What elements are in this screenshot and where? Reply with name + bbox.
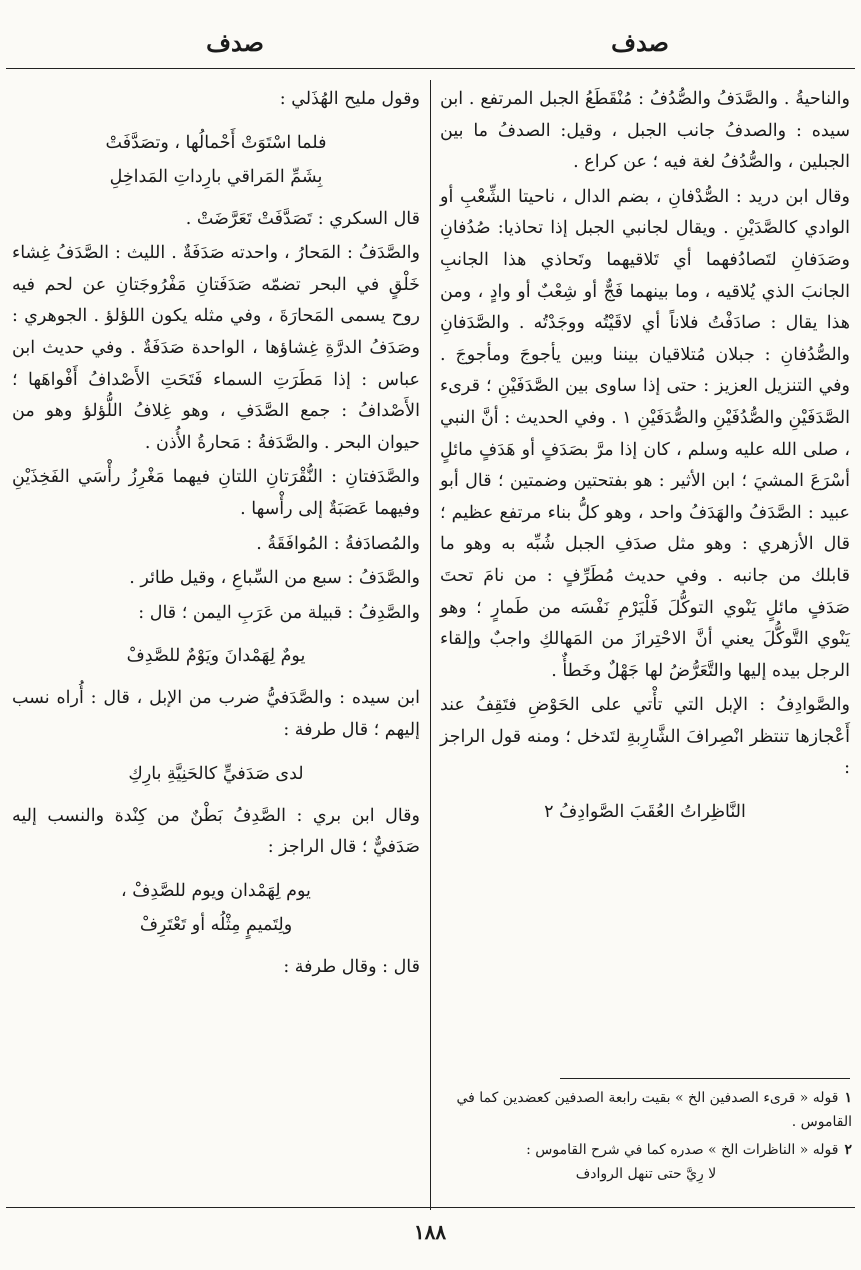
verse [12, 757, 420, 791]
paragraph: وقال ابن بري : الصَّدِفُ بَطْنٌ من كِنْدة والنسب إليه صَدَفيٌّ ؛ قال الراجز : [12, 805, 420, 858]
bottom-rule [6, 1207, 855, 1208]
verse [12, 874, 420, 942]
right-column [440, 84, 850, 839]
footnote-text: قوله « قرىء الصدفين الخ » بقيت رابعة الصدفين كعضدين كما في القاموس . [456, 1090, 852, 1130]
verse-line: لدى صَدَفيٍّ كالحَنِيَّةِ بارِكِ [128, 763, 304, 784]
page-number: ١٨٨ [413, 1220, 447, 1244]
running-head-left: صدف [206, 28, 264, 57]
verse-line: ولِتَميمٍ مِثْلُه أو تَعْتَرِفْ [139, 914, 293, 935]
verse-line: يومٌ لِهَمْدانَ ويَوْمٌ للصَّدِفْ [126, 646, 306, 667]
verse-line: بِشَمِّ المَراقي بارِداتِ المَداخِلِ [109, 166, 323, 187]
paragraph: والناحيةُ . والصَّدَفُ والصُّدُفُ : مُنْقَطَعُ الجبل المرتفع . ابن سيده : والصدفُ جانب الجبل ، وقيل: الصدفُ ما بين الجبلين ، والصُّدُفُ لغة فيه ؛ عن كراع . [440, 89, 850, 173]
paragraph: ابن سيده : والصَّدَفيُّ ضرب من الإبل ، قال : أُراه نسب إليهم ؛ قال طرفة : [12, 688, 420, 740]
footnote-rule [560, 1078, 850, 1079]
footnote-number: ٢ [844, 1142, 852, 1158]
paragraph: والصَّوادِفُ : الإبل التي تأْتي على الحَوْضِ فتَقِفُ عند أَعْجازها تنتظر انْصِرافَ الشَّارِبةِ لتَدخل ؛ ومنه قول الراجز : [440, 695, 850, 779]
paragraph: قال السكري : تَصَدَّفَتْ تَعَرَّضَتْ . [185, 208, 420, 229]
column-divider [430, 80, 431, 1210]
verse-line: النَّاظِراتُ العُقَبَ الصَّوادِفُ ٢ [544, 802, 746, 823]
footnote [440, 1086, 852, 1134]
paragraph: قال : وقال طرفة : [283, 956, 420, 977]
footnotes [440, 1086, 852, 1190]
paragraph: والمُصادَفةُ : المُوافَقَةُ . [256, 533, 420, 554]
top-rule [6, 68, 855, 69]
page-header [0, 20, 861, 70]
footnote-verse: لا رِيَّ حتى تنهل الروادف [575, 1166, 717, 1182]
verse-line: فلما اسْتَوَتْ أَحْمالُها ، وتصَدَّفَتْ [105, 132, 327, 153]
footnote-number: ١ [844, 1090, 852, 1106]
paragraph: وقول مليح الهُذَلي : [279, 89, 420, 109]
footnote [440, 1138, 852, 1186]
left-column [12, 84, 420, 986]
paragraph: وقال ابن دريد : الصُّدْفانِ ، بضم الدال ، ناحيتا الشِّعْبِ أو الوادي كالصَّدَيْنِ . ويقال لجانبي الجبل إذا تحاذيا: صُدُفانِ وصَدَفانِ لتَصادُفهما أي تَلاقيهما وتَحاذي هذا الجانبِ الجانبَ الذي يُلاقيه ، وما بينهما فَجٌّ أو شِعْبٌ أو وادٍ ، ومن هذا يقال : صادَفْتُ فلاناً أي لاقَيْتُه ووجَدْتُه . والصَّدَفانِ والصُّدُفانِ : جبلان مُتلاقيان بيننا وبين يأجوجَ ومأجوجَ . وفي التنزيل العزيز : حتى إذا ساوى بين الصَّدَفَيْنِ ؛ قرىء الصَّدَفَيْنِ والصُّدُفَيْنِ والصُّدَفَيْنِ ١ . وفي الحديث : أنَّ النبي ، صلى الله عليه وسلم ، كان إذا مرَّ بصَدَفٍ أو هَدَفٍ مائلٍ أسْرَعَ المشيَ ؛ ابن الأثير : هو بفتحتين وضمتين ؛ قال أبو عبيد : الصَّدَفُ والهَدَفُ واحد ، وهو كلُّ بناء مرتفع عظيم ؛ قال الأزهري : وهو مثل صدَفِ الجبل شُبِّه به وهو ما قابلك من جانبه . وفي حديث مُطَرِّفٍ : من نامَ تحتَ صَدَفٍ مائلٍ يَنْوي التوكُّلَ فَلْيَرْمِ نَفْسَه من طَمارٍ ؛ وهو يَنْوي التَّوكُّلَ يعني أنَّ الاحْتِرازَ من المَهالكِ واجبٌ وإلقاء الرجل بيده إليها والتَّعَرُّضُ لها جَهْلٌ وخَطأٌ . [440, 186, 850, 681]
footnote-text: قوله « الناظرات الخ » صدره كما في شرح القاموس : [526, 1142, 839, 1158]
verse [12, 126, 420, 194]
paragraph: والصَّدَفتانِ : النُّقْرَتانِ اللتانِ فيهما مَغْرِزُ رأْسَي الفَخِذَيْنِ وفيهما عَصَبَةٌ إلى رأْسها . [12, 467, 420, 519]
paragraph: والصَّدَفُ : المَحارُ ، واحدته صَدَفَةٌ . الليث : الصَّدَفُ غِشاء خَلْقٍ في البحر تضمّه صَدَفَتانِ مَفْرُوجَتانِ عن لحم فيه روح يسمى المَحارَةَ ، وفي مثله يكون اللؤلؤ . الجوهري : وصَدَفُ الدرَّةِ غِشاؤها ، الواحدة صَدَفَةٌ . وفي حديث ابن عباس : إذا مَطَرَتِ السماء فَتَحَتِ الأَصْدافُ أَفْواهَها ؛ الأَصْدافُ : جمع الصَّدَفِ ، وهو غِلافُ اللُّؤلؤ وهو من حيوان البحر . والصَّدَفةُ : مَحارةُ الأُذن . [12, 243, 420, 453]
paragraph: والصَّدِفُ : قبيلة من عَرَبِ اليمن ؛ قال : [138, 602, 420, 623]
running-head-right: صدف [611, 28, 669, 57]
verse [12, 639, 420, 673]
paragraph: والصَّدَفُ : سبع من السِّباعِ ، وقيل طائر . [129, 568, 420, 589]
verse-line: يوم لِهَمْدان ويوم للصَّدِفْ ، [121, 880, 311, 901]
